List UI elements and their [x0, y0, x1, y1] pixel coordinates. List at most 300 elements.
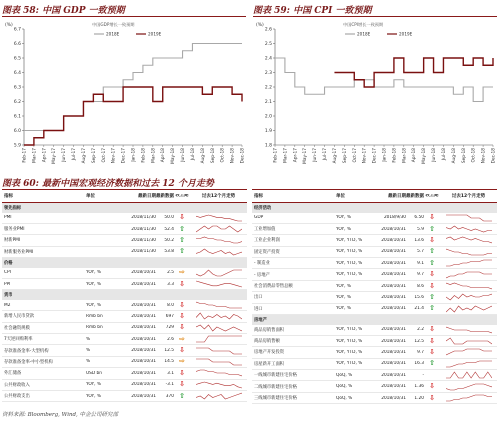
- left-table-row-15-sparkline-path: [196, 370, 242, 376]
- cell-name: 工业增加值: [254, 227, 276, 233]
- fig59-ytick-label: 2.4: [264, 56, 272, 62]
- trend-cell: [190, 214, 247, 222]
- trend-cell: [440, 326, 497, 334]
- fig59-series-2019E: [334, 58, 493, 87]
- cell-name: PPI: [4, 281, 11, 287]
- right-table-row-17-sparkline: [446, 394, 492, 402]
- table-row: [2, 368, 247, 379]
- right-table-row-13-sparkline: [446, 348, 492, 356]
- table-row: [2, 213, 247, 224]
- cell-unit: YOY, YTD, %: [336, 361, 363, 367]
- left-table-row-6-sparkline-path: [196, 270, 242, 276]
- right-header-change: 较上期: [425, 193, 439, 198]
- right-table-row-12-sparkline: [446, 337, 492, 345]
- trend-cell: [440, 248, 497, 256]
- cell-name: 存款准备金率-中小型机构: [4, 359, 53, 365]
- left-header-date: 最新日期: [138, 194, 156, 199]
- fig60-title: 图表 60: 最新中国宏观经济数据和过去 12 个月走势: [2, 179, 214, 189]
- trend-cell: [190, 324, 247, 332]
- cell-date: 2018/10/31: [131, 348, 156, 354]
- cell-value: 16.3: [414, 361, 424, 367]
- fig58-ytick-label: 6.3: [13, 85, 21, 91]
- right-section-label: 房地产: [254, 317, 267, 323]
- cell-unit: YOY, %: [86, 393, 101, 399]
- trend-cell: [190, 392, 247, 400]
- fig58-xtick-label: Apr-18: [161, 148, 167, 163]
- fig58-ytick-label: 6.2: [13, 100, 21, 105]
- table-row: [2, 247, 247, 258]
- left-header-unit: 单位: [86, 194, 95, 199]
- fig59-xtick-label: Feb-18: [392, 148, 398, 163]
- fig59-xtick-label: Jul-17: [323, 148, 329, 161]
- table-row: [252, 381, 497, 392]
- cell-unit: YOY, YTD, %: [336, 260, 363, 266]
- cell-date: 2018/10/31: [131, 270, 156, 276]
- macro-table-left: [2, 189, 247, 402]
- fig59-ytick-label: 2.5: [264, 42, 272, 47]
- fig58-xtick-label: Feb-17: [22, 148, 28, 163]
- cell-name: 进口: [254, 306, 263, 312]
- fig58-xtick-label: Dec-18: [240, 148, 246, 164]
- table-row: [2, 300, 247, 311]
- change-arrow-icon: ⇩: [429, 348, 435, 356]
- fig59-xtick-label: Nov-18: [481, 148, 487, 164]
- left-table-row-10-sparkline: [196, 312, 242, 320]
- fig58-xtick-label: Oct-18: [220, 148, 226, 163]
- left-section-label: 货币: [4, 293, 13, 299]
- right-table-row-15-sparkline: [446, 371, 492, 379]
- cell-value: 5.7: [417, 249, 424, 255]
- cell-date: 2018/10/31: [381, 395, 406, 401]
- fig59-legend-label-2018E: 2018E: [357, 31, 371, 37]
- cell-value: 9.7: [417, 272, 424, 278]
- fig58-xtick-label: Feb-18: [141, 148, 147, 163]
- fig59-title: 图表 59: 中国 CPI 一致预期: [253, 6, 372, 16]
- cell-value: 697: [165, 313, 174, 319]
- trend-cell: [440, 348, 497, 356]
- cell-date: 2018/10/31: [381, 294, 406, 300]
- cell-value: 9.7: [417, 349, 424, 355]
- table-row: [252, 235, 497, 246]
- fig59-ytick-label: 1.9: [264, 129, 272, 134]
- trend-cell: [190, 301, 247, 309]
- table-row: [252, 224, 497, 235]
- right-table-row-14-sparkline-path: [446, 361, 492, 367]
- fig58-legend-title: 中国GDP增长一致预期: [92, 22, 135, 27]
- fig59-xtick-label: Jul-18: [441, 148, 447, 161]
- change-arrow-icon: ⇨: [179, 358, 185, 366]
- left-table-row-16-sparkline-path: [196, 382, 242, 388]
- cell-date: 2018/10/31: [131, 325, 156, 331]
- cell-unit: YOY, %: [86, 382, 101, 388]
- cell-unit: YOY, YTD, %: [336, 272, 363, 278]
- cell-date: 2018/10/31: [381, 226, 406, 232]
- cell-name: 房地产开发投资: [254, 350, 285, 356]
- trend-cell: [190, 335, 247, 343]
- cell-value: 52.4: [164, 226, 174, 232]
- cell-unit: QoQ, %: [336, 384, 353, 390]
- cell-date: 2018/11/30: [131, 249, 156, 255]
- left-section-header: [2, 203, 247, 213]
- change-arrow-icon: ⇩: [179, 312, 185, 320]
- table-row: [252, 359, 497, 370]
- left-header-trend: 过去12个月走势: [201, 194, 236, 199]
- table-row: [2, 380, 247, 391]
- left-table-row-9-sparkline-path: [196, 302, 242, 308]
- fig59-xtick-label: Mar-18: [402, 148, 408, 163]
- cell-value: 53.8: [164, 249, 174, 255]
- left-table-row-15-sparkline: [196, 369, 242, 377]
- trend-cell: [190, 358, 247, 366]
- cell-value: 2.5: [167, 270, 174, 276]
- table-row: [252, 269, 497, 280]
- cell-date: 2018/10/31: [381, 338, 406, 344]
- cell-unit: YOY, YTD, %: [336, 249, 363, 255]
- cell-date: 2018/10/31: [381, 384, 406, 390]
- cell-name: 工业企业利润: [254, 238, 280, 244]
- table-row: [252, 304, 497, 315]
- right-table-row-3-sparkline: [446, 236, 492, 244]
- left-table-row-1-sparkline: [196, 214, 242, 222]
- cell-value: 9.1: [417, 260, 424, 266]
- cell-name: 存款准备金率-大型机构: [4, 348, 49, 354]
- cell-value: 2.2: [417, 327, 424, 333]
- fig59-xtick-label: Mar-17: [283, 148, 289, 163]
- cell-date: 2018/10/31: [131, 359, 156, 365]
- cell-date: 2018/11/30: [131, 237, 156, 243]
- change-arrow-icon: ⇩: [429, 326, 435, 334]
- trend-cell: [190, 269, 247, 277]
- cell-value: -: [422, 372, 424, 378]
- cell-name: 财新服务业PMI: [4, 249, 34, 255]
- fig59-ytick-label: 2.1: [264, 100, 272, 105]
- cell-value: 5.9: [417, 226, 424, 232]
- source-footnote: 资料来源: Bloomberg, Wind, 中金公司研究部: [2, 412, 119, 418]
- fig59-xtick-label: Jun-18: [432, 148, 438, 162]
- trend-cell: [440, 360, 497, 368]
- change-arrow-icon: ⇧: [179, 225, 185, 233]
- cell-unit: QoQ, %: [336, 372, 353, 378]
- change-arrow-icon: ⇧: [429, 225, 435, 233]
- right-table-row-4-sparkline-path: [446, 249, 492, 255]
- change-arrow-icon: ⇧: [429, 293, 435, 301]
- cell-name: 商品房销售面积: [254, 327, 285, 333]
- change-arrow-icon: ⇩: [429, 282, 435, 290]
- cell-name: M2: [4, 302, 11, 308]
- cell-date: 2018/10/31: [131, 370, 156, 376]
- fig58-xtick-label: Mar-17: [32, 148, 38, 163]
- left-table-row-14-sparkline-path: [196, 359, 242, 365]
- fig59-xtick-label: Feb-17: [273, 148, 279, 163]
- right-table-row-6-sparkline-path: [446, 272, 492, 278]
- left-table-row-9-sparkline: [196, 301, 242, 309]
- table-row: [252, 292, 497, 303]
- trend-cell: [190, 369, 247, 377]
- trend-cell: [440, 236, 497, 244]
- trend-cell: [440, 371, 497, 379]
- table-row: [252, 213, 497, 224]
- right-table-row-1-sparkline-path: [446, 215, 492, 221]
- right-table-row-2-sparkline-path: [446, 226, 492, 232]
- right-header-name: 指标: [254, 194, 263, 199]
- right-table-row-7-sparkline: [446, 282, 492, 290]
- cell-value: 14.5: [164, 359, 174, 365]
- right-table-row-16-sparkline: [446, 383, 492, 391]
- cell-value: 370: [165, 393, 174, 399]
- cell-date: 2018/10/31: [131, 382, 156, 388]
- change-arrow-icon: ⇨: [179, 269, 185, 277]
- cell-value: 6.50: [414, 215, 424, 221]
- fig58-ylabel: (%): [5, 23, 13, 28]
- cell-name: 服务业PMI: [4, 227, 25, 233]
- left-table-row-14-sparkline: [196, 358, 242, 366]
- left-table-header: [2, 189, 247, 203]
- table-row: [252, 370, 497, 381]
- right-section-label: 经济活动: [254, 205, 272, 211]
- fig59-xtick-label: Sep-17: [342, 148, 348, 164]
- fig58-xtick-label: Jan-18: [131, 148, 137, 162]
- fig59-chart: [253, 17, 497, 173]
- left-table-row-1-sparkline-path: [196, 215, 242, 221]
- fig58-ytick-label: 6.1: [13, 114, 21, 120]
- cell-date: 2018/10/31: [381, 283, 406, 289]
- cell-unit: YOY, %: [336, 283, 351, 289]
- fig59-xtick-label: Jun-17: [313, 148, 319, 162]
- cell-name: 新增人民币贷款: [4, 314, 35, 320]
- cell-unit: USD bn: [86, 370, 102, 376]
- right-table-row-14-sparkline: [446, 360, 492, 368]
- change-arrow-icon: ⇩: [429, 214, 435, 222]
- cell-name: 公共财政收入: [4, 382, 30, 388]
- cell-unit: YOY, YTD, %: [336, 349, 363, 355]
- cell-unit: Rmb bn: [86, 325, 103, 331]
- fig58-xtick-label: Sep-17: [91, 148, 97, 164]
- cell-value: 12.5: [164, 348, 174, 354]
- change-arrow-icon: ⇩: [179, 280, 185, 288]
- cell-name: 一线城市新建住宅价格: [254, 373, 297, 379]
- cell-value: 12.5: [414, 338, 424, 344]
- trend-cell: [190, 347, 247, 355]
- cell-name: 三线城市新建住宅价格: [254, 396, 297, 402]
- cell-value: 21.4: [414, 306, 424, 312]
- cell-name: 社会消费品零售总额: [254, 284, 293, 290]
- fig58-xtick-label: Jun-17: [62, 148, 68, 162]
- left-table-row-3-sparkline: [196, 236, 242, 244]
- left-table-row-4-sparkline: [196, 248, 242, 256]
- change-arrow-icon: ⇧: [179, 392, 185, 400]
- fig59-xtick-label: Dec-18: [491, 148, 497, 164]
- table-row: [252, 258, 497, 269]
- change-arrow-icon: ⇩: [179, 214, 185, 222]
- cell-date: 2018/10/31: [131, 313, 156, 319]
- left-table-row-10-sparkline-path: [196, 313, 242, 319]
- right-header-unit: 单位: [336, 194, 345, 199]
- table-row: [2, 323, 247, 334]
- right-table-row-9-sparkline: [446, 305, 492, 313]
- fig58-xtick-label: Mar-18: [151, 148, 157, 163]
- trend-cell: [440, 259, 497, 267]
- cell-unit: %: [86, 336, 91, 342]
- cell-date: 2018/11/30: [131, 215, 156, 221]
- trend-cell: [190, 236, 247, 244]
- left-section-label: 价格: [4, 260, 13, 266]
- right-header-trend: 过去12个月走势: [451, 194, 486, 199]
- fig59-xtick-label: Aug-17: [332, 148, 338, 164]
- change-arrow-icon: ⇨: [179, 335, 185, 343]
- change-arrow-icon: ⇧: [429, 360, 435, 368]
- change-arrow-icon: ⇩: [429, 383, 435, 391]
- cell-value: 50.0: [164, 215, 174, 221]
- fig58-ytick-label: 6.7: [13, 27, 21, 33]
- trend-cell: [190, 381, 247, 389]
- cell-unit: %: [86, 348, 91, 354]
- fig58-xtick-label: Apr-17: [42, 148, 48, 163]
- table-row: [252, 247, 497, 258]
- cell-date: 2018/10/31: [381, 260, 406, 266]
- fig58-xtick-label: Jul-17: [72, 148, 78, 161]
- trend-cell: [440, 214, 497, 222]
- fig58-xtick-label: Nov-18: [230, 148, 236, 164]
- table-row: [2, 268, 247, 279]
- right-table-row-12-sparkline-path: [446, 338, 492, 344]
- right-table-row-11-sparkline: [446, 326, 492, 334]
- cell-value: -3.1: [165, 382, 174, 388]
- right-table-row-2-sparkline: [446, 225, 492, 233]
- fig58-xtick-label: Aug-18: [200, 148, 206, 164]
- fig58-xtick-label: Sep-18: [210, 148, 216, 164]
- left-table-row-17-sparkline: [196, 392, 242, 400]
- right-table-row-5-sparkline: [446, 259, 492, 267]
- fig59-chart-svg: [253, 17, 497, 173]
- fig59-xtick-label: Nov-17: [362, 148, 368, 164]
- left-header-value: 最新数据: [156, 194, 174, 199]
- fig59-legend-title: 中国CPI增长一致预期: [343, 22, 384, 27]
- cell-value: 729: [165, 325, 174, 331]
- fig59-xtick-label: Oct-17: [352, 148, 358, 163]
- trend-cell: [190, 280, 247, 288]
- cell-unit: YOY, %: [336, 306, 351, 312]
- left-section-header: [2, 290, 247, 300]
- left-table-row-3-sparkline-path: [196, 237, 242, 243]
- cell-value: 50.2: [164, 237, 174, 243]
- cell-unit: YOY, %: [86, 302, 101, 308]
- right-table-row-13-sparkline-path: [446, 349, 492, 355]
- cell-value: 3.3: [167, 281, 174, 287]
- trend-cell: [440, 394, 497, 402]
- cell-name: 公共财政支出: [4, 394, 30, 400]
- left-table-row-11-sparkline: [196, 324, 242, 332]
- fig59-xtick-label: Dec-17: [372, 148, 378, 164]
- fig58-chart: [2, 17, 246, 173]
- left-table-row-2-sparkline-path: [196, 226, 242, 232]
- left-header-change: 较上期: [175, 193, 189, 198]
- cell-unit: YOY, %: [336, 294, 351, 300]
- fig58-xtick-label: Aug-17: [81, 148, 87, 164]
- cell-date: 2018/10/31: [381, 272, 406, 278]
- cell-date: 2018/10/31: [381, 327, 406, 333]
- cell-name: 外汇储备: [4, 371, 22, 377]
- right-table-row-16-sparkline-path: [446, 384, 492, 390]
- trend-cell: [190, 248, 247, 256]
- fig59-xtick-label: Aug-18: [451, 148, 457, 164]
- cell-date: 2018/10/31: [381, 237, 406, 243]
- fig58-legend-label-2019E: 2019E: [148, 31, 162, 37]
- cell-value: 15.6: [414, 294, 424, 300]
- cell-unit: Rmb bn: [86, 313, 103, 319]
- fig58-series-2019E: [24, 87, 242, 145]
- cell-name: 固定资产投资: [254, 249, 280, 255]
- change-arrow-icon: ⇩: [179, 347, 185, 355]
- table-row: [2, 224, 247, 235]
- fig59-ytick-label: 2.2: [264, 85, 272, 91]
- left-table-row-4-sparkline-path: [196, 249, 242, 255]
- change-arrow-icon: ⇩: [429, 337, 435, 345]
- fig59-xtick-label: Oct-18: [471, 148, 477, 163]
- trend-cell: [440, 383, 497, 391]
- trend-cell: [440, 337, 497, 345]
- cell-unit: YOY, YTD, %: [336, 338, 363, 344]
- fig58-chart-svg: [2, 17, 246, 173]
- table-row: [2, 357, 247, 368]
- cell-unit: %: [86, 359, 91, 365]
- fig59-legend-label-2019E: 2019E: [399, 31, 413, 37]
- table-row: [2, 345, 247, 356]
- cell-value: 2.6: [167, 336, 174, 342]
- left-table-row-7-sparkline: [196, 280, 242, 288]
- change-arrow-icon: ⇧: [429, 305, 435, 313]
- table-row: [252, 336, 497, 347]
- cell-value: 13.6: [414, 237, 424, 243]
- right-section-header: [252, 203, 497, 213]
- fig58-ytick-label: 6.6: [13, 42, 21, 47]
- fig59-xtick-label: May-18: [422, 148, 428, 164]
- cell-name: 社会融资规模: [4, 325, 30, 331]
- cell-date: 2018/10/31: [131, 281, 156, 287]
- cell-name: 7天逆回购利率: [4, 337, 33, 343]
- cell-value: 1.36: [414, 384, 424, 390]
- cell-date: 2018/9/30: [383, 215, 406, 221]
- cell-name: 房屋新开工面积: [254, 361, 285, 367]
- cell-name: 商品房销售额: [254, 339, 280, 345]
- change-arrow-icon: ⇩: [429, 236, 435, 244]
- cell-unit: YOY, %: [336, 226, 351, 232]
- cell-value: 8.6: [417, 283, 424, 289]
- right-table-row-4-sparkline: [446, 248, 492, 256]
- left-table-row-13-sparkline-path: [196, 348, 242, 354]
- table-row: [2, 235, 247, 246]
- cell-name: PMI: [4, 215, 12, 221]
- fig58-xtick-label: May-17: [52, 148, 58, 164]
- fig59-xtick-label: May-17: [303, 148, 309, 164]
- macro-table-right: [252, 189, 497, 404]
- fig59-ytick-label: 2.6: [264, 27, 272, 33]
- right-table-row-15-sparkline-path: [446, 372, 492, 378]
- right-table-row-17-sparkline-path: [446, 395, 492, 401]
- change-arrow-icon: ⇧: [179, 248, 185, 256]
- cell-date: 2018/10/31: [131, 302, 156, 308]
- right-table-row-8-sparkline: [446, 293, 492, 301]
- left-table-row-12-sparkline: [196, 335, 242, 343]
- cell-date: 2018/10/31: [381, 361, 406, 367]
- trend-cell: [440, 282, 497, 290]
- change-arrow-icon: ⇧: [429, 259, 435, 267]
- left-table-row-2-sparkline: [196, 225, 242, 233]
- fig58-ytick-label: 6.5: [13, 56, 21, 62]
- table-row: [252, 281, 497, 292]
- cell-unit: YOY, %: [86, 281, 101, 287]
- cell-date: 2018/10/31: [381, 349, 406, 355]
- fig59-ytick-label: 2.0: [264, 114, 272, 120]
